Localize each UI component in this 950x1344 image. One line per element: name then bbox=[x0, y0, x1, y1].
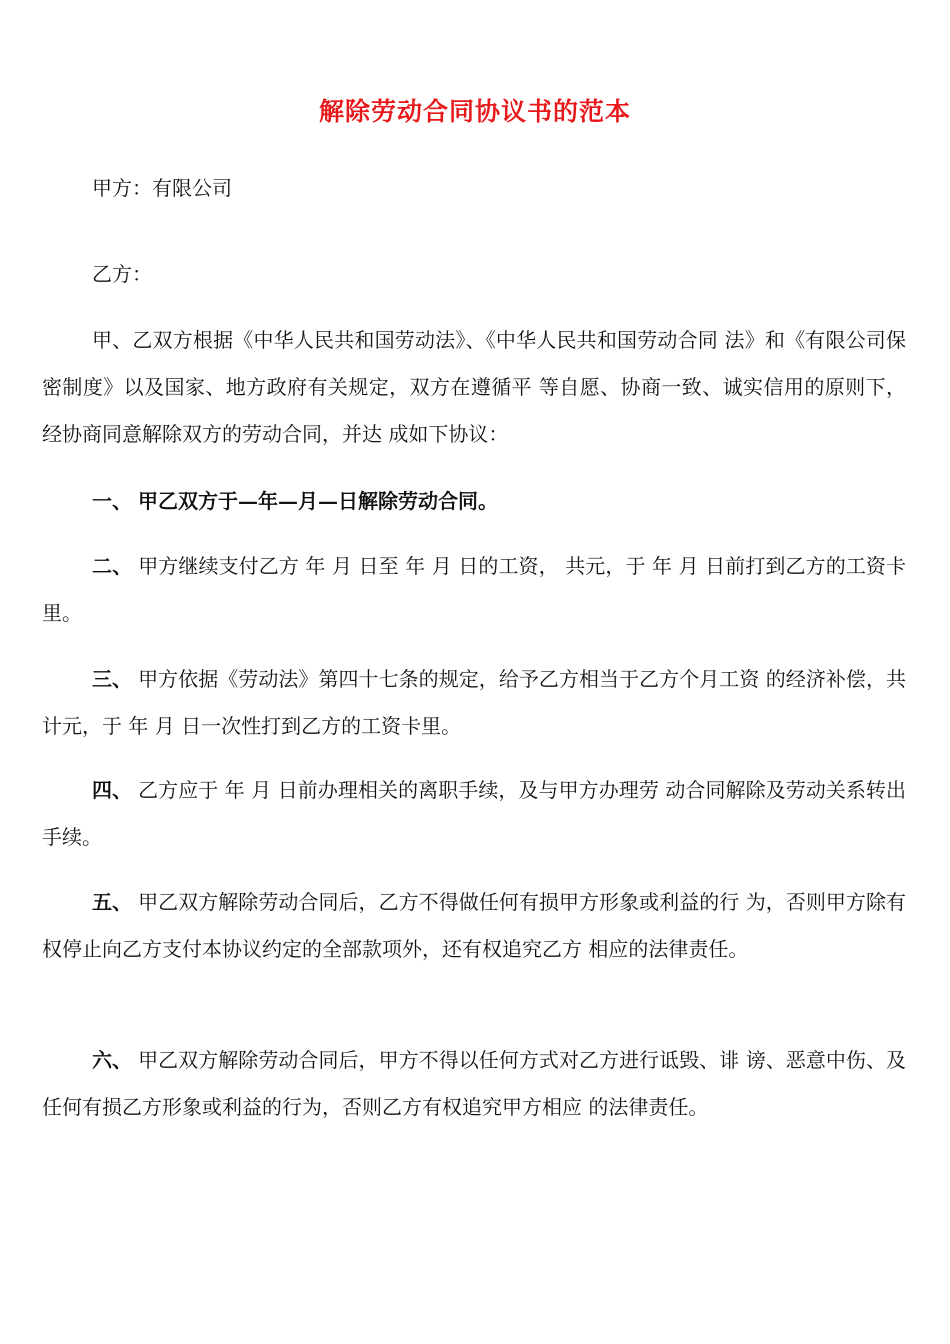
party-b-line: 乙方： bbox=[92, 262, 152, 286]
clause-number: 三、 bbox=[92, 667, 133, 691]
clause-text: 甲乙双方解除劳动合同后，乙方不得做任何有损甲方形象或利益的行 为，否则甲方除有权停止向乙方支付本协议约定的全部款项外，还有权追究乙方 相应的法律责任。 bbox=[42, 890, 907, 961]
clause-text: 乙方应于 年 月 日前办理相关的离职手续，及与甲方办理劳 动合同解除及劳动关系转出手续。 bbox=[42, 778, 906, 849]
clause-text: 甲方依据《劳动法》第四十七条的规定，给予乙方相当于乙方个月工资 的经济补偿，共计元，于 年 月 日一次性打到乙方的工资卡里。 bbox=[42, 667, 907, 738]
clause-2 bbox=[42, 543, 906, 637]
clause-5 bbox=[42, 879, 906, 973]
clause-1 bbox=[42, 478, 906, 525]
clause-text: 甲方继续支付乙方 年 月 日至 年 月 日的工资， 共元，于 年 月 日前打到乙方的工资卡里。 bbox=[42, 554, 907, 625]
clause-6 bbox=[42, 1037, 906, 1131]
clause-3 bbox=[42, 656, 906, 750]
clause-number: 一、 bbox=[92, 489, 132, 513]
clause-text: 甲乙双方解除劳动合同后，甲方不得以任何方式对乙方进行诋毁、诽 谤、恶意中伤、及任何有损乙方形象或利益的行为，否则乙方有权追究甲方相应 的法律责任。 bbox=[42, 1048, 907, 1119]
intro-paragraph: 甲、乙双方根据《中华人民共和国劳动法》、《中华人民共和国劳动合同 法》和《有限公司保密制度》以及国家、地方政府有关规定，双方在遵循平 等自愿、协商一致、诚实信用的原则下，经协商同意解除双方的劳动合同，并达 成如下协议： bbox=[42, 328, 906, 446]
clause-4 bbox=[42, 767, 906, 861]
clause-number: 五、 bbox=[92, 890, 133, 914]
document-title: 解除劳动合同协议书的范本 bbox=[318, 97, 631, 126]
clause-number: 二、 bbox=[92, 554, 133, 578]
clause-text: 甲乙双方于—年—月—日解除劳动合同。 bbox=[138, 489, 498, 513]
party-a-line: 甲方：有限公司 bbox=[92, 176, 232, 200]
clause-number: 六、 bbox=[92, 1048, 133, 1072]
clause-number: 四、 bbox=[92, 778, 133, 802]
